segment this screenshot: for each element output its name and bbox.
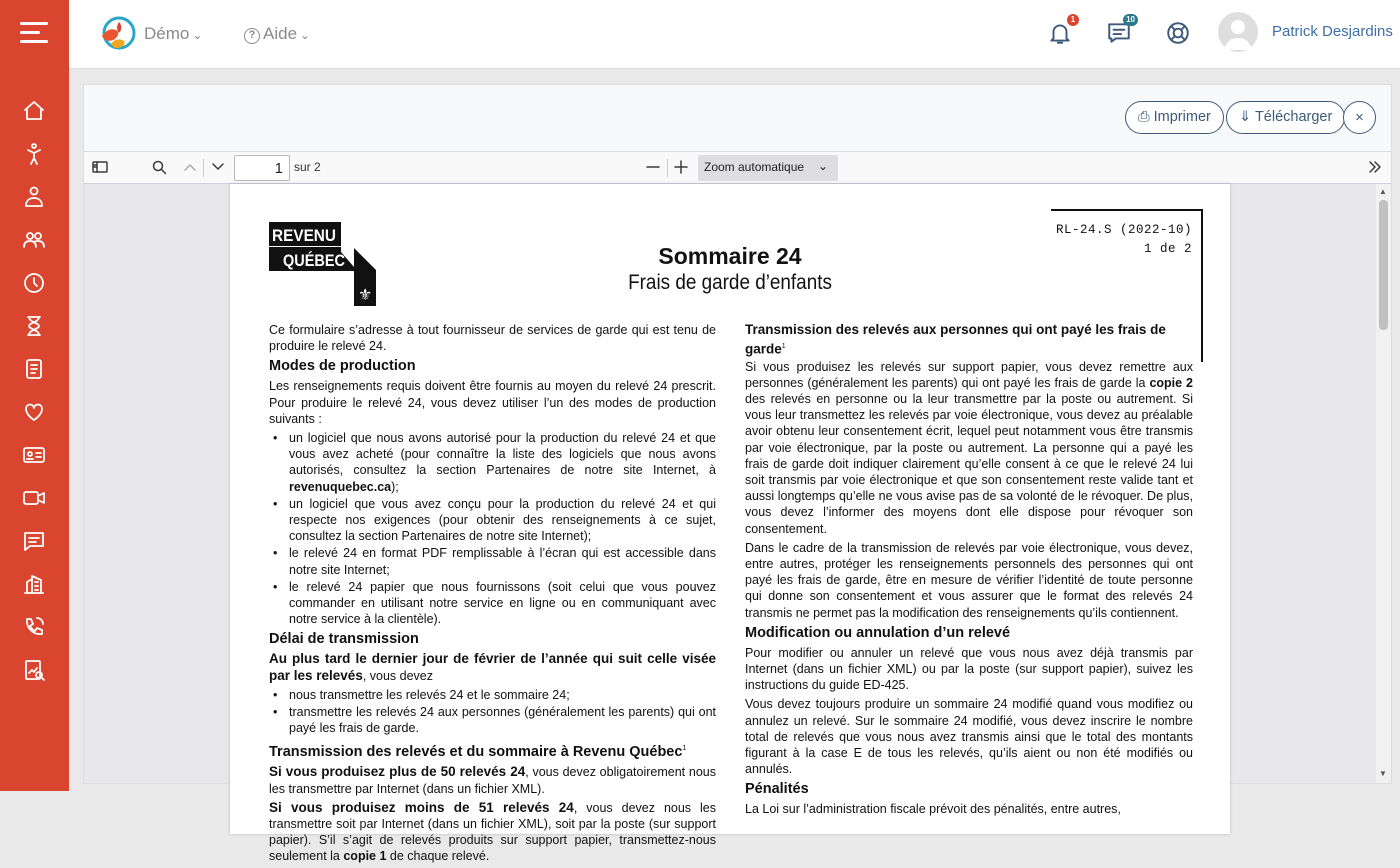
copie1-bold: copie 1 [343,849,387,864]
list-item: • nous transmettre les relevés 24 et le sommaire 24; [269,687,716,703]
moins51-paragraph [269,800,716,865]
heading-transmission-rq [269,740,716,761]
heading-modes: Modes de production [269,358,416,375]
demo-menu[interactable] [144,24,202,44]
heading-penalites: Pénalités [745,781,809,798]
report-icon[interactable] [22,357,46,381]
educator-icon[interactable] [22,185,46,209]
plus50-bold: Si vous produisez plus de 50 relevés 24 [269,764,526,780]
copie2-bold: copie 2 [1149,375,1193,390]
demo-label: Démo [144,24,190,43]
lifebuoy-icon [1165,20,1191,46]
left-column [269,322,716,868]
messages-badge: 10 [1123,14,1138,26]
hamburger-menu-icon[interactable] [20,22,48,46]
search-icon[interactable] [151,159,169,177]
scroll-thumb[interactable] [1379,200,1388,330]
right-column [745,322,1193,821]
electronic-paragraph: Dans le cadre de la transmission de relevés par voie électronique, vous devez, entre autres, protéger les renseignements personnels des personnes qui ont payé les frais de garde, être en mesure de vérifier l’identité de toute personne qui donne son consentement et vous assurer que le format des relevés 24 transmis ne permet pas la modification des renseignements qu’ils contiennent. [745,540,1193,620]
chevron-down-icon: ⌄ [192,28,203,42]
vertical-scrollbar[interactable] [1376,184,1391,783]
moins51-bold: Si vous produisez moins de 51 relevés 24 [269,799,574,815]
para-text: des relevés en personne ou la leur transmettre par la poste ou autrement. Si vous leur transmettez les relevés par voie électronique, vous devez au préalable avoir obtenu leur consentement écrit, lequel peut notamment vous être transmis par voie électronique, par la poste ou autrement. La personne qui a payé les frais de garde doit indiquer clairement qu’elle consent à ce que le relevé 24 lui soit transmis par voie électronique et que son consentement reste valide tant et aussi longtemps qu’elle ne vous avise pas de sa volonté de le révoquer. De plus, vous devez l’informer des moyens dont elle dispose pour révoquer son consentement. [745,391,1193,536]
plus50-rest: , vous devez obligatoirement nous les transmettre par Internet (dans un fichier XML). [269,765,716,796]
modification-paragraph: Pour modifier ou annuler un relevé que vous nous avez déjà transmis par Internet (dans un fichier XML) ou par la poste (sur support papier), suivez les instructions du guide ED-425. [745,645,1193,693]
chevron-down-icon: ⌄ [300,28,311,42]
document-title: Sommaire 24 [658,243,802,269]
heading-delai: Délai de transmission [269,631,419,648]
moins51-rest: , vous devez nous les transmettre soit par Internet (dans un fichier XML), soit par la poste (sur support papier). S’il s’agit de relevés produits sur support papier, transmettez-nous seulement la [269,800,716,864]
print-label: Imprimer [1153,109,1211,125]
tools-menu-icon[interactable] [1367,159,1385,177]
home-icon[interactable] [22,99,46,123]
heading-text: Transmission des relevés aux personnes qui ont payé les frais de garde [745,322,1166,356]
delai-list [269,687,716,737]
help-icon: ? [244,28,260,44]
logo-line-2: QUÉBEC [283,251,345,270]
next-page-icon[interactable] [210,159,228,177]
messages-button[interactable] [1106,15,1135,48]
modes-list [269,430,716,627]
form-code: RL-24.S (2022-10) [1055,223,1192,237]
toolbar-separator [667,159,668,177]
pdf-toolbar [84,151,1391,184]
paper-relevés-paragraph [745,359,1193,537]
building-icon[interactable] [22,572,46,596]
group-icon[interactable] [22,228,46,252]
document-title-block [530,242,930,296]
footnote-ref: 1 [682,745,687,753]
sommaire-modifie-paragraph: Vous devez toujours produire un sommaire 24 modifié quand vous modifiez ou annulez un relevé. Sur le sommaire 24 modifié, vous devez inscrire le nombre total de relevés que vous nous avez transmis ainsi que le total des montants figurant à la case E de tous les relevés, qu’ils aient ou non été modifiés ou annulés. [745,697,1193,777]
delai-paragraph [269,651,716,683]
list-item: • le relevé 24 papier que nous fournissons (soit celui que vous pouvez commander en utilisant notre service en ligne ou en communiquant avec notre service à la clientèle). [269,579,716,628]
copie1-rest: de chaque relevé. [386,849,490,864]
penalites-paragraph: La Loi sur l’administration fiscale prévoit des pénalités, entre autres, [745,802,1121,817]
scroll-down-icon[interactable]: ▼ [1379,769,1387,778]
heart-icon[interactable] [22,400,46,424]
zoom-in-icon[interactable] [673,159,691,177]
document-subtitle: Frais de garde d’enfants [628,271,832,294]
close-button[interactable]: × [1343,101,1376,134]
support-button[interactable] [1165,20,1193,48]
list-item: • le relevé 24 en format PDF remplissable à l’écran qui est accessible dans notre site Internet; [269,545,716,577]
zoom-label: Zoom automatique [704,160,805,174]
avatar[interactable] [1218,12,1258,52]
page-label: 1 de 2 [1143,242,1192,256]
previous-page-icon[interactable] [182,159,200,177]
sidebar-toggle-icon[interactable] [92,159,110,177]
notifications-button[interactable] [1047,15,1076,48]
download-button[interactable] [1226,101,1345,134]
pdf-viewport[interactable] [84,184,1376,864]
form-identifier [1056,221,1192,259]
list-item [269,430,716,495]
para-text: Si vous produisez les relevés sur support papier, vous devez remettre aux personnes (généralement les parents) qui ont payé les frais de garde la [745,359,1193,390]
analytics-icon[interactable] [22,658,46,682]
chat-icon[interactable] [22,529,46,553]
revenu-quebec-logo [269,222,376,306]
sidebar [0,0,69,791]
heading-text: Transmission des relevés et du sommaire à Revenu Québec [269,744,683,761]
delai-bold: Au plus tard le dernier jour de février de l’année qui suit celle visée par les relevés [269,651,716,683]
print-button[interactable] [1125,101,1224,134]
delai-rest: , vous devez [362,668,434,683]
zoom-out-icon[interactable] [645,159,663,177]
scroll-up-icon[interactable]: ▲ [1379,187,1387,196]
pdf-page [230,184,1230,864]
heading-transmission-personnes [745,322,1193,358]
id-card-icon[interactable] [22,443,46,467]
logo-line-1: REVENU [272,226,336,245]
help-menu[interactable] [244,24,310,44]
heading-modification: Modification ou annulation d’un relevé [745,624,1011,641]
phone-icon[interactable] [22,615,46,639]
list-item: • un logiciel que vous avez conçu pour la production du relevé 24 et qui respecte nos exigences (pour obtenir des renseignements à ce sujet, consultez la section Partenaires de notre site Internet); [269,496,716,545]
clock-icon[interactable] [22,271,46,295]
svg-text:⚜: ⚜ [358,285,373,304]
user-name[interactable]: Patrick Desjardins [1272,23,1393,40]
app-logo[interactable] [97,16,137,52]
intro-paragraph: Ce formulaire s’adresse à tout fournisseur de services de garde qui est tenu de produire le relevé 24. [269,323,716,354]
notifications-badge: 1 [1067,14,1079,26]
video-icon[interactable] [22,486,46,510]
list-text: un logiciel que nous avons autorisé pour la production du relevé 24 et que vous avez acheté (pour connaître la liste des logiciels que nous avons autorisés, consultez la section Partenaires de notre site Internet, à [289,431,716,478]
revenuquebec-link[interactable]: revenuquebec.ca [289,479,392,494]
download-icon: ⇓ [1239,109,1252,125]
footnote-ref: 1 [781,342,786,350]
list-item: • transmettre les relevés 24 aux personnes (généralement les parents) qui ont payé les frais de garde. [269,704,716,736]
document-panel [83,84,1392,864]
help-label: Aide [263,24,298,43]
list-text: ); [391,479,399,494]
zoom-select[interactable] [698,155,838,181]
child-icon[interactable] [22,142,46,166]
modes-paragraph: Les renseignements requis doivent être fournis au moyen du relevé 24 prescrit. Pour produire le relevé 24, vous devez utiliser l’un des modes de production suivants : [269,379,716,426]
page-total: sur 2 [294,160,321,174]
chevron-down-icon: ⌄ [817,159,828,173]
printer-icon: ⎙ [1138,109,1150,125]
plus50-paragraph [269,764,716,796]
toolbar-separator [203,159,204,177]
corner-frame-right [1201,209,1203,362]
top-bar [69,0,1400,69]
corner-frame-top [1051,209,1203,211]
download-label: Télécharger [1254,109,1333,125]
page-number-input[interactable] [234,155,290,181]
hourglass-icon[interactable] [22,314,46,338]
